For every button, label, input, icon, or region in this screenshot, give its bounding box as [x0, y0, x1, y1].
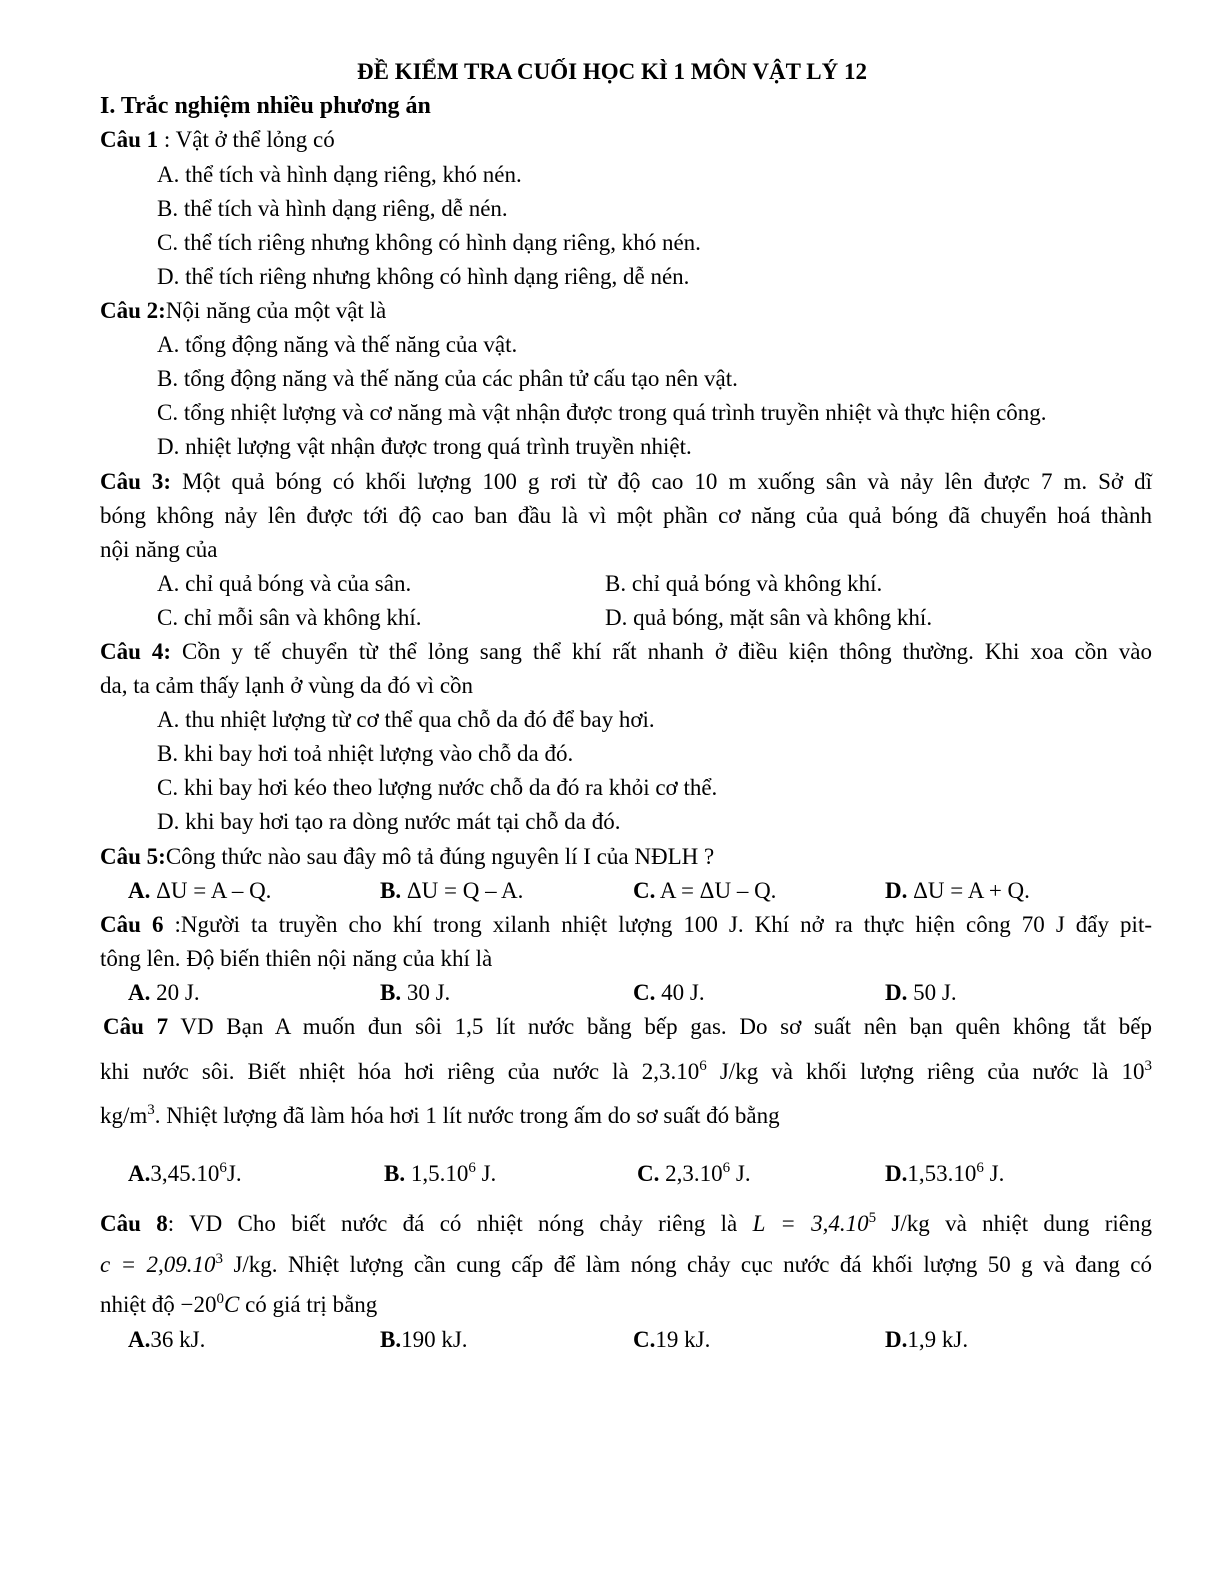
question-4-option-a: A. thu nhiệt lượng từ cơ thể qua chỗ da đó để bay hơi.: [157, 707, 655, 732]
question-4-stem: [100, 637, 1152, 667]
question-label: Câu 1: [100, 127, 159, 152]
question-7-stem-line2: khi nước sôi. Biết nhiệt hóa hơi riêng của nước là 2,3.10$^6$ J/kg và khối lượng riêng của nước là $10^3$: [100, 1058, 1152, 1084]
question-text: Cồn y tế chuyển từ thể lỏng sang thể khí rất nhanh ở điều kiện thông thường. Khi xoa cồn vào: [171, 639, 1152, 664]
question-3-option-d: D. quả bóng, mặt sân và không khí.: [605, 605, 933, 630]
question-label: Câu 5:: [100, 844, 166, 869]
question-3-option-c: C. chỉ mỗi sân và không khí.: [157, 605, 422, 630]
question-text: Một quả bóng có khối lượng 100 g rơi từ độ cao 10 m xuống sân và nảy lên được 7 m. Sở dĩ: [171, 469, 1152, 494]
question-5-stem: [100, 842, 714, 872]
question-3-option-a: A. chỉ quả bóng và của sân.: [157, 571, 412, 596]
question-7-option-a: A.3,45.10$^6$J.: [128, 1160, 242, 1186]
question-label: Câu 8: [100, 1211, 168, 1236]
question-7-stem: [103, 1012, 1152, 1042]
question-8-option-c: C.19 kJ.: [633, 1327, 711, 1352]
question-4-option-d: D. khi bay hơi tạo ra dòng nước mát tại chỗ da đó.: [157, 809, 621, 834]
question-text: Nội năng của một vật là: [165, 298, 387, 323]
question-3-option-b: B. chỉ quả bóng và không khí.: [605, 571, 883, 596]
question-5-option-c: C. A = ΔU – Q.: [633, 878, 777, 903]
question-label: Câu 6: [100, 912, 164, 937]
question-6-option-c: C. 40 J.: [633, 980, 705, 1005]
section-heading: I. Trắc nghiệm nhiều phương án: [100, 93, 431, 119]
question-8-option-b: B.190 kJ.: [380, 1327, 468, 1352]
question-4-option-b: B. khi bay hơi toả nhiệt lượng vào chỗ da đó.: [157, 741, 574, 766]
question-label: Câu 3:: [100, 469, 172, 494]
question-4-stem-line2: da, ta cảm thấy lạnh ở vùng da đó vì cồn: [100, 673, 474, 698]
question-8-stem-line3: nhiệt độ $-20^0C$ có giá trị bằng: [100, 1291, 378, 1317]
question-6-stem: [100, 910, 1152, 940]
question-8-stem-line2: $c = 2,09.10^3$ J/kg. Nhiệt lượng cần cung cấp để làm nóng chảy cục nước đá khối lượng 50 g và đang có: [100, 1251, 1152, 1277]
question-6-option-d: D. 50 J.: [885, 980, 957, 1005]
question-2-option-d: D. nhiệt lượng vật nhận được trong quá trình truyền nhiệt.: [157, 434, 692, 459]
question-8-option-d: D.1,9 kJ.: [885, 1327, 969, 1352]
question-2-option-a: A. tổng động năng và thế năng của vật.: [157, 332, 518, 357]
question-7-option-b: B. 1,5.10$^6$ J.: [384, 1160, 497, 1186]
question-text: VD Bạn A muốn đun sôi 1,5 lít nước bằng bếp gas. Do sơ suất nên bạn quên không tắt bếp: [168, 1014, 1153, 1039]
question-5-option-a: A. ΔU = A – Q.: [128, 878, 272, 903]
exam-title: ĐỀ KIỂM TRA CUỐI HỌC KÌ 1 MÔN VẬT LÝ 12: [357, 59, 867, 84]
question-7-stem-line3: $kg/m^3$. Nhiệt lượng đã làm hóa hơi 1 lít nước trong ấm do sơ suất đó bằng: [100, 1102, 780, 1128]
question-5-option-b: B. ΔU = Q – A.: [380, 878, 524, 903]
question-8-stem: Câu 8: VD Cho biết nước đá có nhiệt nóng chảy riêng là $L = 3,4.10^5$ J/kg và nhiệt dung riêng: [100, 1210, 1152, 1236]
question-4-option-c: C. khi bay hơi kéo theo lượng nước chỗ da đó ra khỏi cơ thể.: [157, 775, 718, 800]
question-6-stem-line2: tông lên. Độ biến thiên nội năng của khí là: [100, 946, 493, 971]
question-7-option-d: D.1,53.10$^6$ J.: [885, 1160, 1005, 1186]
question-3-stem: [100, 467, 1152, 497]
question-text: : Vật ở thể lỏng có: [158, 127, 335, 152]
question-8-option-a: A.36 kJ.: [128, 1327, 206, 1352]
question-1-option-a: A. thể tích và hình dạng riêng, khó nén.: [157, 162, 522, 187]
question-6-option-b: B. 30 J.: [380, 980, 451, 1005]
question-7-option-c: C. 2,3.10$^6$ J.: [637, 1160, 751, 1186]
question-3-stem-line2: bóng không nảy lên được tới độ cao ban đầu là vì một phần cơ năng của quả bóng đã chuyển hoá thành: [100, 503, 1152, 528]
question-1-option-b: B. thể tích và hình dạng riêng, dễ nén.: [157, 196, 508, 221]
question-1-option-c: C. thể tích riêng nhưng không có hình dạng riêng, khó nén.: [157, 230, 701, 255]
question-6-option-a: A. 20 J.: [128, 980, 200, 1005]
question-1-option-d: D. thể tích riêng nhưng không có hình dạng riêng, dễ nén.: [157, 264, 690, 289]
question-2-option-b: B. tổng động năng và thế năng của các phân tử cấu tạo nên vật.: [157, 366, 738, 391]
question-text: Công thức nào sau đây mô tả đúng nguyên lí I của NĐLH ?: [165, 844, 715, 869]
question-1-stem: [100, 125, 335, 155]
question-5-option-d: D. ΔU = A + Q.: [885, 878, 1030, 903]
question-2-option-c: C. tổng nhiệt lượng và cơ năng mà vật nhận được trong quá trình truyền nhiệt và thực hiện công.: [157, 400, 1047, 425]
question-2-stem: [100, 296, 386, 326]
question-label: Câu 7: [103, 1014, 169, 1039]
question-label: Câu 4:: [100, 639, 172, 664]
question-text: :Người ta truyền cho khí trong xilanh nhiệt lượng 100 J. Khí nở ra thực hiện công 70 J đẩy pit-: [163, 912, 1152, 937]
question-3-stem-line3: nội năng của: [100, 537, 218, 562]
question-label: Câu 2:: [100, 298, 166, 323]
